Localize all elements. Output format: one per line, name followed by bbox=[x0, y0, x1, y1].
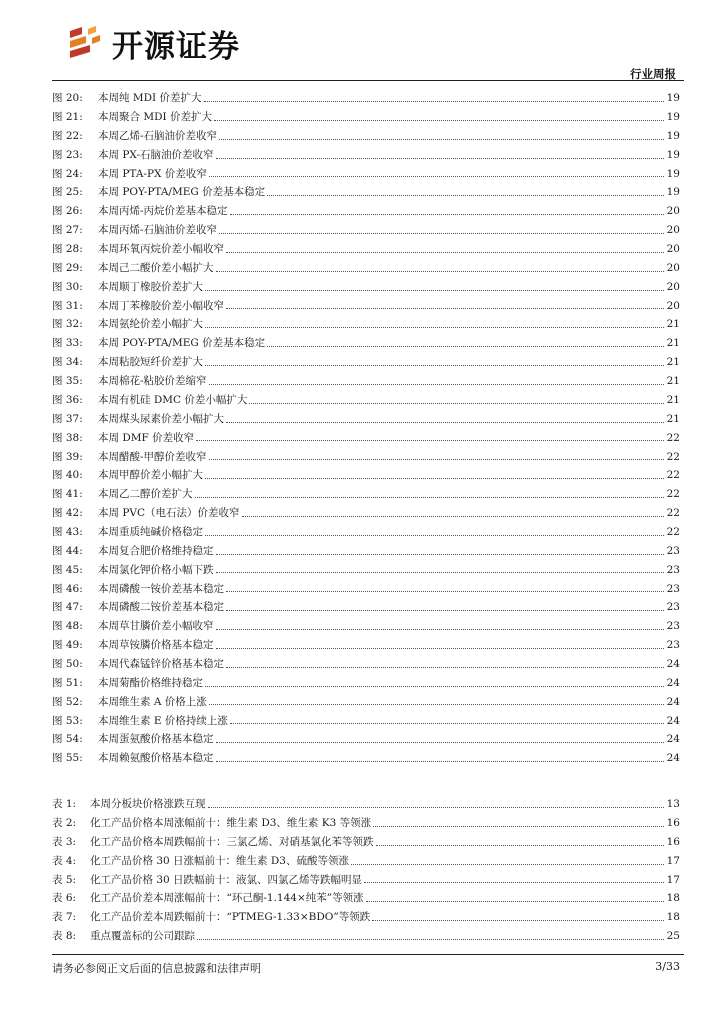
footer-divider bbox=[52, 954, 684, 955]
dot-leader bbox=[205, 327, 664, 328]
entry-number: 图 33: bbox=[52, 337, 83, 350]
entry-title: 本周 PTA-PX 价差收窄 bbox=[98, 167, 207, 180]
brand-logo bbox=[66, 22, 240, 64]
entry-page: 21 bbox=[666, 375, 680, 388]
dot-leader bbox=[249, 403, 664, 404]
entry-page: 24 bbox=[666, 695, 680, 708]
table-entry[interactable] bbox=[52, 852, 680, 871]
figure-entry[interactable] bbox=[52, 485, 680, 504]
entry-title: 本周赖氨酸价格基本稳定 bbox=[98, 752, 214, 765]
figure-entry[interactable] bbox=[52, 504, 680, 523]
entry-title: 本周复合肥价格维持稳定 bbox=[98, 544, 214, 557]
dot-leader bbox=[230, 214, 664, 215]
header-divider bbox=[52, 80, 684, 81]
table-entry[interactable] bbox=[52, 814, 680, 833]
entry-title: 化工产品价格本周涨幅前十：维生素 D3、维生素 K3 等领涨 bbox=[90, 817, 372, 830]
entry-page: 22 bbox=[666, 525, 680, 538]
dot-leader bbox=[216, 554, 665, 555]
dot-leader bbox=[219, 233, 664, 234]
dot-leader bbox=[226, 591, 664, 592]
brand-name: 开源证券 bbox=[112, 28, 240, 65]
figure-entry[interactable] bbox=[52, 334, 680, 353]
entry-number: 表 6: bbox=[52, 892, 77, 905]
figure-entry[interactable] bbox=[52, 447, 680, 466]
entry-number: 图 51: bbox=[52, 676, 83, 689]
table-entry[interactable] bbox=[52, 870, 680, 889]
table-entry[interactable] bbox=[52, 908, 680, 927]
entry-number: 表 8: bbox=[52, 930, 77, 943]
entry-title: 本周煤头尿素价差小幅扩大 bbox=[98, 412, 224, 425]
figure-entry[interactable] bbox=[52, 428, 680, 447]
entry-title: 本周乙烯-石脑油价差收窄 bbox=[98, 129, 218, 142]
entry-page: 23 bbox=[666, 582, 680, 595]
entry-number: 图 46: bbox=[52, 582, 83, 595]
entry-page: 18 bbox=[666, 892, 680, 905]
entry-page: 24 bbox=[666, 752, 680, 765]
dot-leader bbox=[373, 826, 664, 827]
dot-leader bbox=[216, 648, 665, 649]
figure-entry[interactable] bbox=[52, 296, 680, 315]
dot-leader bbox=[226, 422, 664, 423]
entry-number: 图 41: bbox=[52, 488, 83, 501]
entry-number: 图 22: bbox=[52, 129, 83, 142]
entry-page: 20 bbox=[666, 224, 680, 237]
entry-number: 图 53: bbox=[52, 714, 83, 727]
entry-title: 本周顺丁橡胶价差扩大 bbox=[98, 280, 203, 293]
dot-leader bbox=[214, 120, 664, 121]
entry-number: 图 45: bbox=[52, 563, 83, 576]
entry-title: 重点覆盖标的公司跟踪 bbox=[90, 930, 195, 943]
footer-disclaimer: 请务必参阅正文后面的信息披露和法律声明 bbox=[52, 962, 261, 975]
entry-title: 本周草甘膦价差小幅收窄 bbox=[98, 620, 214, 633]
figure-entry[interactable] bbox=[52, 674, 680, 693]
dot-leader bbox=[216, 271, 665, 272]
entry-page: 20 bbox=[666, 243, 680, 256]
dot-leader bbox=[242, 516, 664, 517]
dot-leader bbox=[216, 572, 665, 573]
entry-number: 图 25: bbox=[52, 186, 83, 199]
dot-leader bbox=[372, 920, 664, 921]
dot-leader bbox=[226, 308, 664, 309]
dot-leader bbox=[205, 365, 664, 366]
dot-leader bbox=[267, 346, 664, 347]
entry-page: 17 bbox=[666, 873, 680, 886]
entry-page: 18 bbox=[666, 911, 680, 924]
entry-number: 图 30: bbox=[52, 280, 83, 293]
entry-number: 图 21: bbox=[52, 111, 83, 124]
figure-entry[interactable] bbox=[52, 127, 680, 146]
entry-page: 22 bbox=[666, 507, 680, 520]
dot-leader bbox=[209, 704, 664, 705]
entry-page: 22 bbox=[666, 450, 680, 463]
entry-number: 图 27: bbox=[52, 224, 83, 237]
figure-entry[interactable] bbox=[52, 146, 680, 165]
entry-title: 本周环氧丙烷价差小幅收窄 bbox=[98, 243, 224, 256]
entry-page: 19 bbox=[666, 129, 680, 142]
entry-page: 23 bbox=[666, 544, 680, 557]
dot-leader bbox=[205, 290, 664, 291]
dot-leader bbox=[216, 629, 665, 630]
entry-page: 21 bbox=[666, 393, 680, 406]
entry-number: 图 34: bbox=[52, 356, 83, 369]
dot-leader bbox=[230, 723, 664, 724]
entry-page: 23 bbox=[666, 601, 680, 614]
entry-page: 20 bbox=[666, 205, 680, 218]
entry-number: 图 35: bbox=[52, 375, 83, 388]
entry-number: 图 37: bbox=[52, 412, 83, 425]
dot-leader bbox=[209, 459, 664, 460]
entry-number: 表 7: bbox=[52, 911, 77, 924]
figure-entry[interactable] bbox=[52, 278, 680, 297]
entry-title: 本周纯 MDI 价差扩大 bbox=[98, 92, 202, 105]
dot-leader bbox=[196, 440, 664, 441]
entry-title: 本周丁苯橡胶价差小幅收窄 bbox=[98, 299, 224, 312]
entry-page: 16 bbox=[666, 817, 680, 830]
entry-title: 本周乙二醇价差扩大 bbox=[98, 488, 193, 501]
figure-entry[interactable] bbox=[52, 183, 680, 202]
entry-page: 23 bbox=[666, 620, 680, 633]
kaiyuan-logo-icon bbox=[66, 23, 106, 63]
dot-leader bbox=[209, 384, 664, 385]
entry-number: 图 42: bbox=[52, 507, 83, 520]
entry-number: 图 47: bbox=[52, 601, 83, 614]
entry-number: 图 28: bbox=[52, 243, 83, 256]
entry-page: 19 bbox=[666, 92, 680, 105]
entry-title: 本周 POY-PTA/MEG 价差基本稳定 bbox=[98, 337, 266, 350]
page-number: 3/33 bbox=[655, 960, 680, 973]
entry-number: 图 29: bbox=[52, 261, 83, 274]
entry-number: 图 26: bbox=[52, 205, 83, 218]
entry-page: 24 bbox=[666, 676, 680, 689]
entry-number: 表 1: bbox=[52, 798, 77, 811]
entry-page: 19 bbox=[666, 148, 680, 161]
entry-page: 19 bbox=[666, 111, 680, 124]
figure-entry[interactable] bbox=[52, 598, 680, 617]
entry-title: 本周丙烯-石脑油价差收窄 bbox=[98, 224, 218, 237]
dot-leader bbox=[364, 882, 664, 883]
entry-title: 本周维生素 E 价格持续上涨 bbox=[98, 714, 228, 727]
entry-number: 图 52: bbox=[52, 695, 83, 708]
table-entry[interactable] bbox=[52, 833, 680, 852]
entry-number: 图 48: bbox=[52, 620, 83, 633]
figure-entry[interactable] bbox=[52, 466, 680, 485]
table-list bbox=[52, 795, 680, 946]
figure-entry[interactable] bbox=[52, 164, 680, 183]
entry-title: 本周棉花-粘胶价差缩窄 bbox=[98, 375, 207, 388]
dot-leader bbox=[204, 101, 665, 102]
entry-number: 图 55: bbox=[52, 752, 83, 765]
dot-leader bbox=[195, 497, 665, 498]
figure-entry[interactable] bbox=[52, 108, 680, 127]
entry-title: 本周 DMF 价差收窄 bbox=[98, 431, 195, 444]
entry-number: 图 20: bbox=[52, 92, 83, 105]
entry-title: 本周醋酸-甲醇价差收窄 bbox=[98, 450, 207, 463]
entry-number: 表 2: bbox=[52, 817, 77, 830]
dot-leader bbox=[219, 139, 664, 140]
entry-number: 图 43: bbox=[52, 525, 83, 538]
figure-entry[interactable] bbox=[52, 655, 680, 674]
dot-leader bbox=[205, 478, 664, 479]
entry-title: 本周有机硅 DMC 价差小幅扩大 bbox=[98, 393, 248, 406]
dot-leader bbox=[226, 610, 664, 611]
figure-entry[interactable] bbox=[52, 749, 680, 768]
figure-list bbox=[52, 89, 680, 768]
entry-page: 21 bbox=[666, 412, 680, 425]
figure-entry[interactable] bbox=[52, 410, 680, 429]
entry-title: 化工产品价差本周涨幅前十：“环己酮-1.144×纯苯”等领涨 bbox=[90, 892, 364, 905]
entry-title: 化工产品价格本周跌幅前十：三氯乙烯、对硝基氯化苯等领跌 bbox=[90, 835, 374, 848]
entry-title: 本周甲醇价差小幅扩大 bbox=[98, 469, 203, 482]
table-entry[interactable] bbox=[52, 795, 680, 814]
entry-title: 化工产品价差本周跌幅前十：“PTMEG-1.33×BDO”等领跌 bbox=[90, 911, 371, 924]
dot-leader bbox=[226, 252, 664, 253]
entry-title: 本周 POY-PTA/MEG 价差基本稳定 bbox=[98, 186, 266, 199]
entry-page: 19 bbox=[666, 186, 680, 199]
table-entry[interactable] bbox=[52, 889, 680, 908]
figure-entry[interactable] bbox=[52, 372, 680, 391]
entry-number: 图 39: bbox=[52, 450, 83, 463]
entry-title: 本周氯化钾价格小幅下跌 bbox=[98, 563, 214, 576]
entry-title: 本周维生素 A 价格上涨 bbox=[98, 695, 207, 708]
dot-leader bbox=[216, 761, 665, 762]
entry-number: 图 44: bbox=[52, 544, 83, 557]
figure-entry[interactable] bbox=[52, 221, 680, 240]
report-type: 行业周报 bbox=[630, 67, 676, 81]
entry-title: 本周氨纶价差小幅扩大 bbox=[98, 318, 203, 331]
entry-title: 本周草铵膦价格基本稳定 bbox=[98, 639, 214, 652]
entry-page: 20 bbox=[666, 280, 680, 293]
figure-entry[interactable] bbox=[52, 579, 680, 598]
entry-page: 16 bbox=[666, 835, 680, 848]
figure-entry[interactable] bbox=[52, 391, 680, 410]
entry-page: 21 bbox=[666, 337, 680, 350]
entry-page: 20 bbox=[666, 299, 680, 312]
entry-number: 图 31: bbox=[52, 299, 83, 312]
entry-title: 本周 PX-石脑油价差收窄 bbox=[98, 148, 214, 161]
entry-page: 24 bbox=[666, 733, 680, 746]
dot-leader bbox=[208, 807, 665, 808]
figure-entry[interactable] bbox=[52, 711, 680, 730]
entry-title: 本周丙烯-丙烷价差基本稳定 bbox=[98, 205, 228, 218]
entry-number: 表 4: bbox=[52, 854, 77, 867]
figure-entry[interactable] bbox=[52, 240, 680, 259]
entry-number: 表 5: bbox=[52, 873, 77, 886]
figure-entry[interactable] bbox=[52, 259, 680, 278]
entry-number: 图 32: bbox=[52, 318, 83, 331]
figure-entry[interactable] bbox=[52, 730, 680, 749]
entry-number: 图 24: bbox=[52, 167, 83, 180]
entry-number: 表 3: bbox=[52, 835, 77, 848]
figure-entry[interactable] bbox=[52, 636, 680, 655]
entry-page: 25 bbox=[666, 930, 680, 943]
figure-entry[interactable] bbox=[52, 523, 680, 542]
entry-number: 图 23: bbox=[52, 148, 83, 161]
dot-leader bbox=[205, 686, 664, 687]
figure-entry[interactable] bbox=[52, 202, 680, 221]
entry-title: 本周蛋氨酸价格基本稳定 bbox=[98, 733, 214, 746]
entry-number: 图 54: bbox=[52, 733, 83, 746]
entry-title: 本周分板块价格涨跌互现 bbox=[90, 798, 206, 811]
entry-page: 23 bbox=[666, 563, 680, 576]
entry-page: 20 bbox=[666, 261, 680, 274]
dot-leader bbox=[366, 901, 664, 902]
entry-page: 22 bbox=[666, 431, 680, 444]
table-entry[interactable] bbox=[52, 927, 680, 946]
entry-number: 图 50: bbox=[52, 657, 83, 670]
entry-title: 化工产品价格 30 日跌幅前十：液氯、四氯乙烯等跌幅明显 bbox=[90, 873, 363, 886]
entry-title: 本周己二酸价差小幅扩大 bbox=[98, 261, 214, 274]
dot-leader bbox=[216, 742, 665, 743]
entry-title: 本周重质纯碱价格稳定 bbox=[98, 525, 203, 538]
entry-page: 22 bbox=[666, 469, 680, 482]
figure-entry[interactable] bbox=[52, 617, 680, 636]
entry-title: 化工产品价格 30 日涨幅前十：维生素 D3、硫酸等领涨 bbox=[90, 854, 349, 867]
entry-title: 本周聚合 MDI 价差扩大 bbox=[98, 111, 212, 124]
entry-page: 19 bbox=[666, 167, 680, 180]
entry-page: 13 bbox=[666, 798, 680, 811]
figure-entry[interactable] bbox=[52, 542, 680, 561]
figure-entry[interactable] bbox=[52, 353, 680, 372]
entry-page: 24 bbox=[666, 657, 680, 670]
figure-entry[interactable] bbox=[52, 89, 680, 108]
entry-title: 本周 PVC（电石法）价差收窄 bbox=[98, 507, 240, 520]
entry-number: 图 36: bbox=[52, 393, 83, 406]
entry-number: 图 49: bbox=[52, 639, 83, 652]
figure-entry[interactable] bbox=[52, 315, 680, 334]
entry-title: 本周菊酯价格维持稳定 bbox=[98, 676, 203, 689]
entry-page: 22 bbox=[666, 488, 680, 501]
entry-page: 17 bbox=[666, 854, 680, 867]
entry-title: 本周粘胶短纤价差扩大 bbox=[98, 356, 203, 369]
entry-page: 23 bbox=[666, 639, 680, 652]
dot-leader bbox=[197, 939, 664, 940]
figure-entry[interactable] bbox=[52, 560, 680, 579]
entry-number: 图 40: bbox=[52, 469, 83, 482]
entry-title: 本周代森锰锌价格基本稳定 bbox=[98, 657, 224, 670]
entry-page: 24 bbox=[666, 714, 680, 727]
figure-entry[interactable] bbox=[52, 693, 680, 712]
dot-leader bbox=[216, 158, 664, 159]
dot-leader bbox=[205, 535, 664, 536]
entry-title: 本周磷酸一铵价差基本稳定 bbox=[98, 582, 224, 595]
dot-leader bbox=[376, 845, 665, 846]
dot-leader bbox=[267, 195, 664, 196]
dot-leader bbox=[209, 176, 664, 177]
dot-leader bbox=[351, 864, 664, 865]
dot-leader bbox=[226, 667, 664, 668]
entry-title: 本周磷酸二铵价差基本稳定 bbox=[98, 601, 224, 614]
entry-page: 21 bbox=[666, 318, 680, 331]
entry-number: 图 38: bbox=[52, 431, 83, 444]
entry-page: 21 bbox=[666, 356, 680, 369]
